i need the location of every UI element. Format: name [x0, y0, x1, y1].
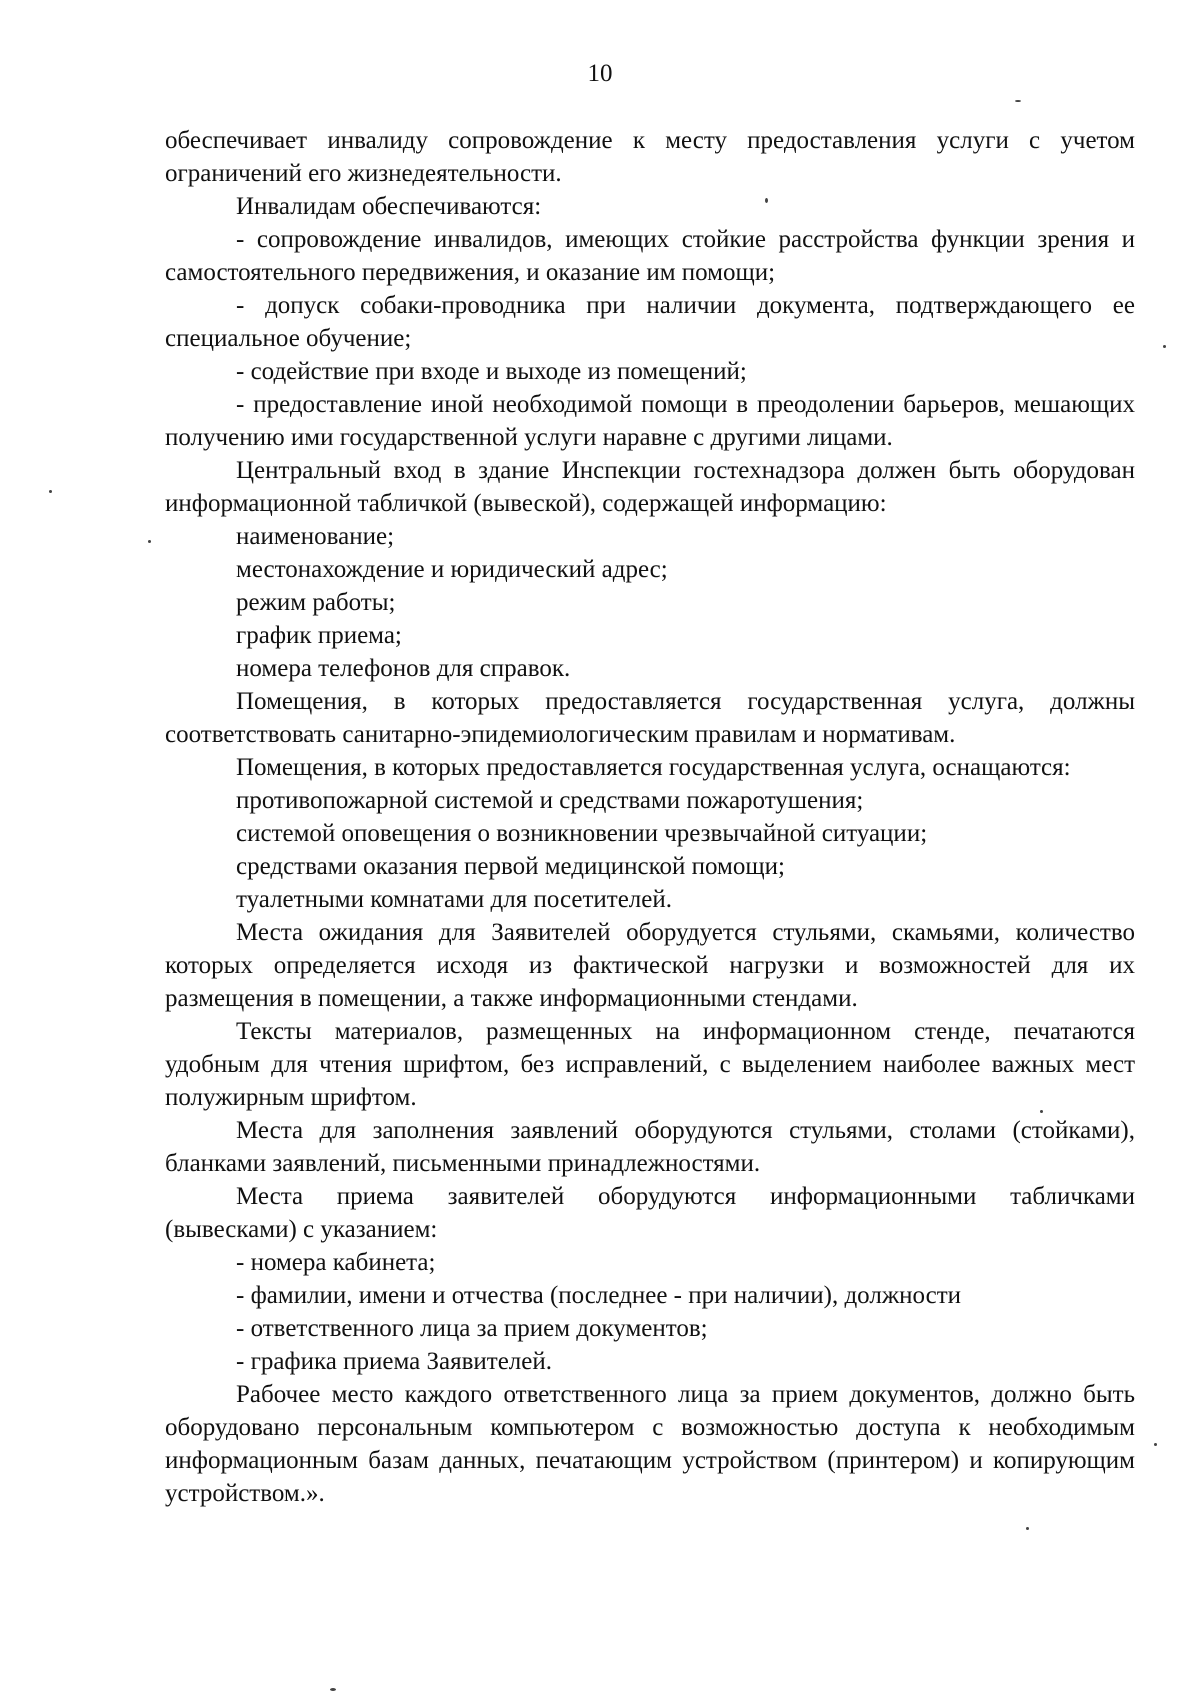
list-item-alert-system: системой оповещения о возникновении чрезвычайной ситуации;: [236, 820, 928, 847]
list-item-full-name: - фамилии, имени и отчества (последнее - при наличии), должности: [236, 1282, 961, 1309]
list-item-escort: - сопровождение инвалидов, имеющих стойкие расстройства функции зрения и самостоятельного передвижения, и оказание им помощи;: [165, 226, 1135, 286]
list-item-restrooms: туалетными комнатами для посетителей.: [236, 886, 672, 913]
list-item-phone-numbers: номера телефонов для справок.: [236, 655, 571, 682]
document-body: [165, 124, 1135, 1510]
paragraph-info-stand-texts: Тексты материалов, размещенных на информационном стенде, печатаются удобным для чтения шрифтом, без исправлений, с выделением наиболее важных мест полужирным шрифтом.: [165, 1018, 1135, 1111]
list-item-office-number: - номера кабинета;: [236, 1249, 436, 1276]
scan-speck: [1154, 1443, 1157, 1446]
list-item-address: местонахождение и юридический адрес;: [236, 556, 668, 583]
paragraph-disabled-provisions-intro: Инвалидам обеспечиваются:: [236, 193, 542, 220]
list-item-guide-dog: - допуск собаки-проводника при наличии документа, подтверждающего ее специальное обучение;: [165, 292, 1135, 352]
scan-speck: [1163, 345, 1166, 348]
scan-speck: [49, 490, 52, 493]
scan-speck: [765, 198, 768, 203]
list-item-reception-schedule-applicants: - графика приема Заявителей.: [236, 1348, 552, 1375]
list-item-responsible-person: - ответственного лица за прием документов;: [236, 1315, 708, 1342]
paragraph-workplace: Рабочее место каждого ответственного лица за прием документов, должно быть оборудовано персональным компьютером с возможностью доступа к необходимым информационным базам данных, печатающим устройством (принтером) и копирующим устройством.».: [165, 1381, 1135, 1507]
paragraph-continuation: обеспечивает инвалиду сопровождение к месту предоставления услуги с учетом ограничений его жизнедеятельности.: [165, 127, 1135, 187]
scan-speck: [1040, 1110, 1043, 1113]
scan-speck: [330, 1688, 336, 1691]
list-item-first-aid: средствами оказания первой медицинской помощи;: [236, 853, 785, 880]
paragraph-waiting-areas: Места ожидания для Заявителей оборудуется стульями, скамьями, количество которых определяется исходя из фактической нагрузки и возможностей для их размещения в помещении, а также информационными стендами.: [165, 919, 1135, 1012]
paragraph-sanitary-rules: Помещения, в которых предоставляется государственная услуга, должны соответствовать санитарно-эпидемиологическим правилам и нормативам.: [165, 688, 1135, 748]
page-number: 10: [587, 60, 613, 87]
list-item-other-assistance: - предоставление иной необходимой помощи в преодолении барьеров, мешающих получению ими государственной услуги наравне с другими лицами.: [165, 391, 1135, 451]
list-item-working-hours: режим работы;: [236, 589, 396, 616]
list-item-reception-schedule: график приема;: [236, 622, 402, 649]
scan-speck: [1015, 100, 1021, 102]
list-item-entry-assistance: - содействие при входе и выходе из помещений;: [236, 358, 747, 385]
paragraph-application-areas: Места для заполнения заявлений оборудуются стульями, столами (стойками), бланками заявлений, письменными принадлежностями.: [165, 1117, 1135, 1177]
scan-speck: [148, 540, 151, 543]
paragraph-reception-places: Места приема заявителей оборудуются информационными табличками (вывесками) с указанием:: [165, 1183, 1135, 1243]
scan-speck: [1026, 1527, 1029, 1530]
paragraph-central-entrance: Центральный вход в здание Инспекции гостехнадзора должен быть оборудован информационной табличкой (вывеской), содержащей информацию:: [165, 457, 1135, 517]
list-item-fire-system: противопожарной системой и средствами пожаротушения;: [236, 787, 864, 814]
list-item-name: наименование;: [236, 523, 395, 550]
paragraph-premises-equipped: Помещения, в которых предоставляется государственная услуга, оснащаются:: [236, 754, 1071, 781]
